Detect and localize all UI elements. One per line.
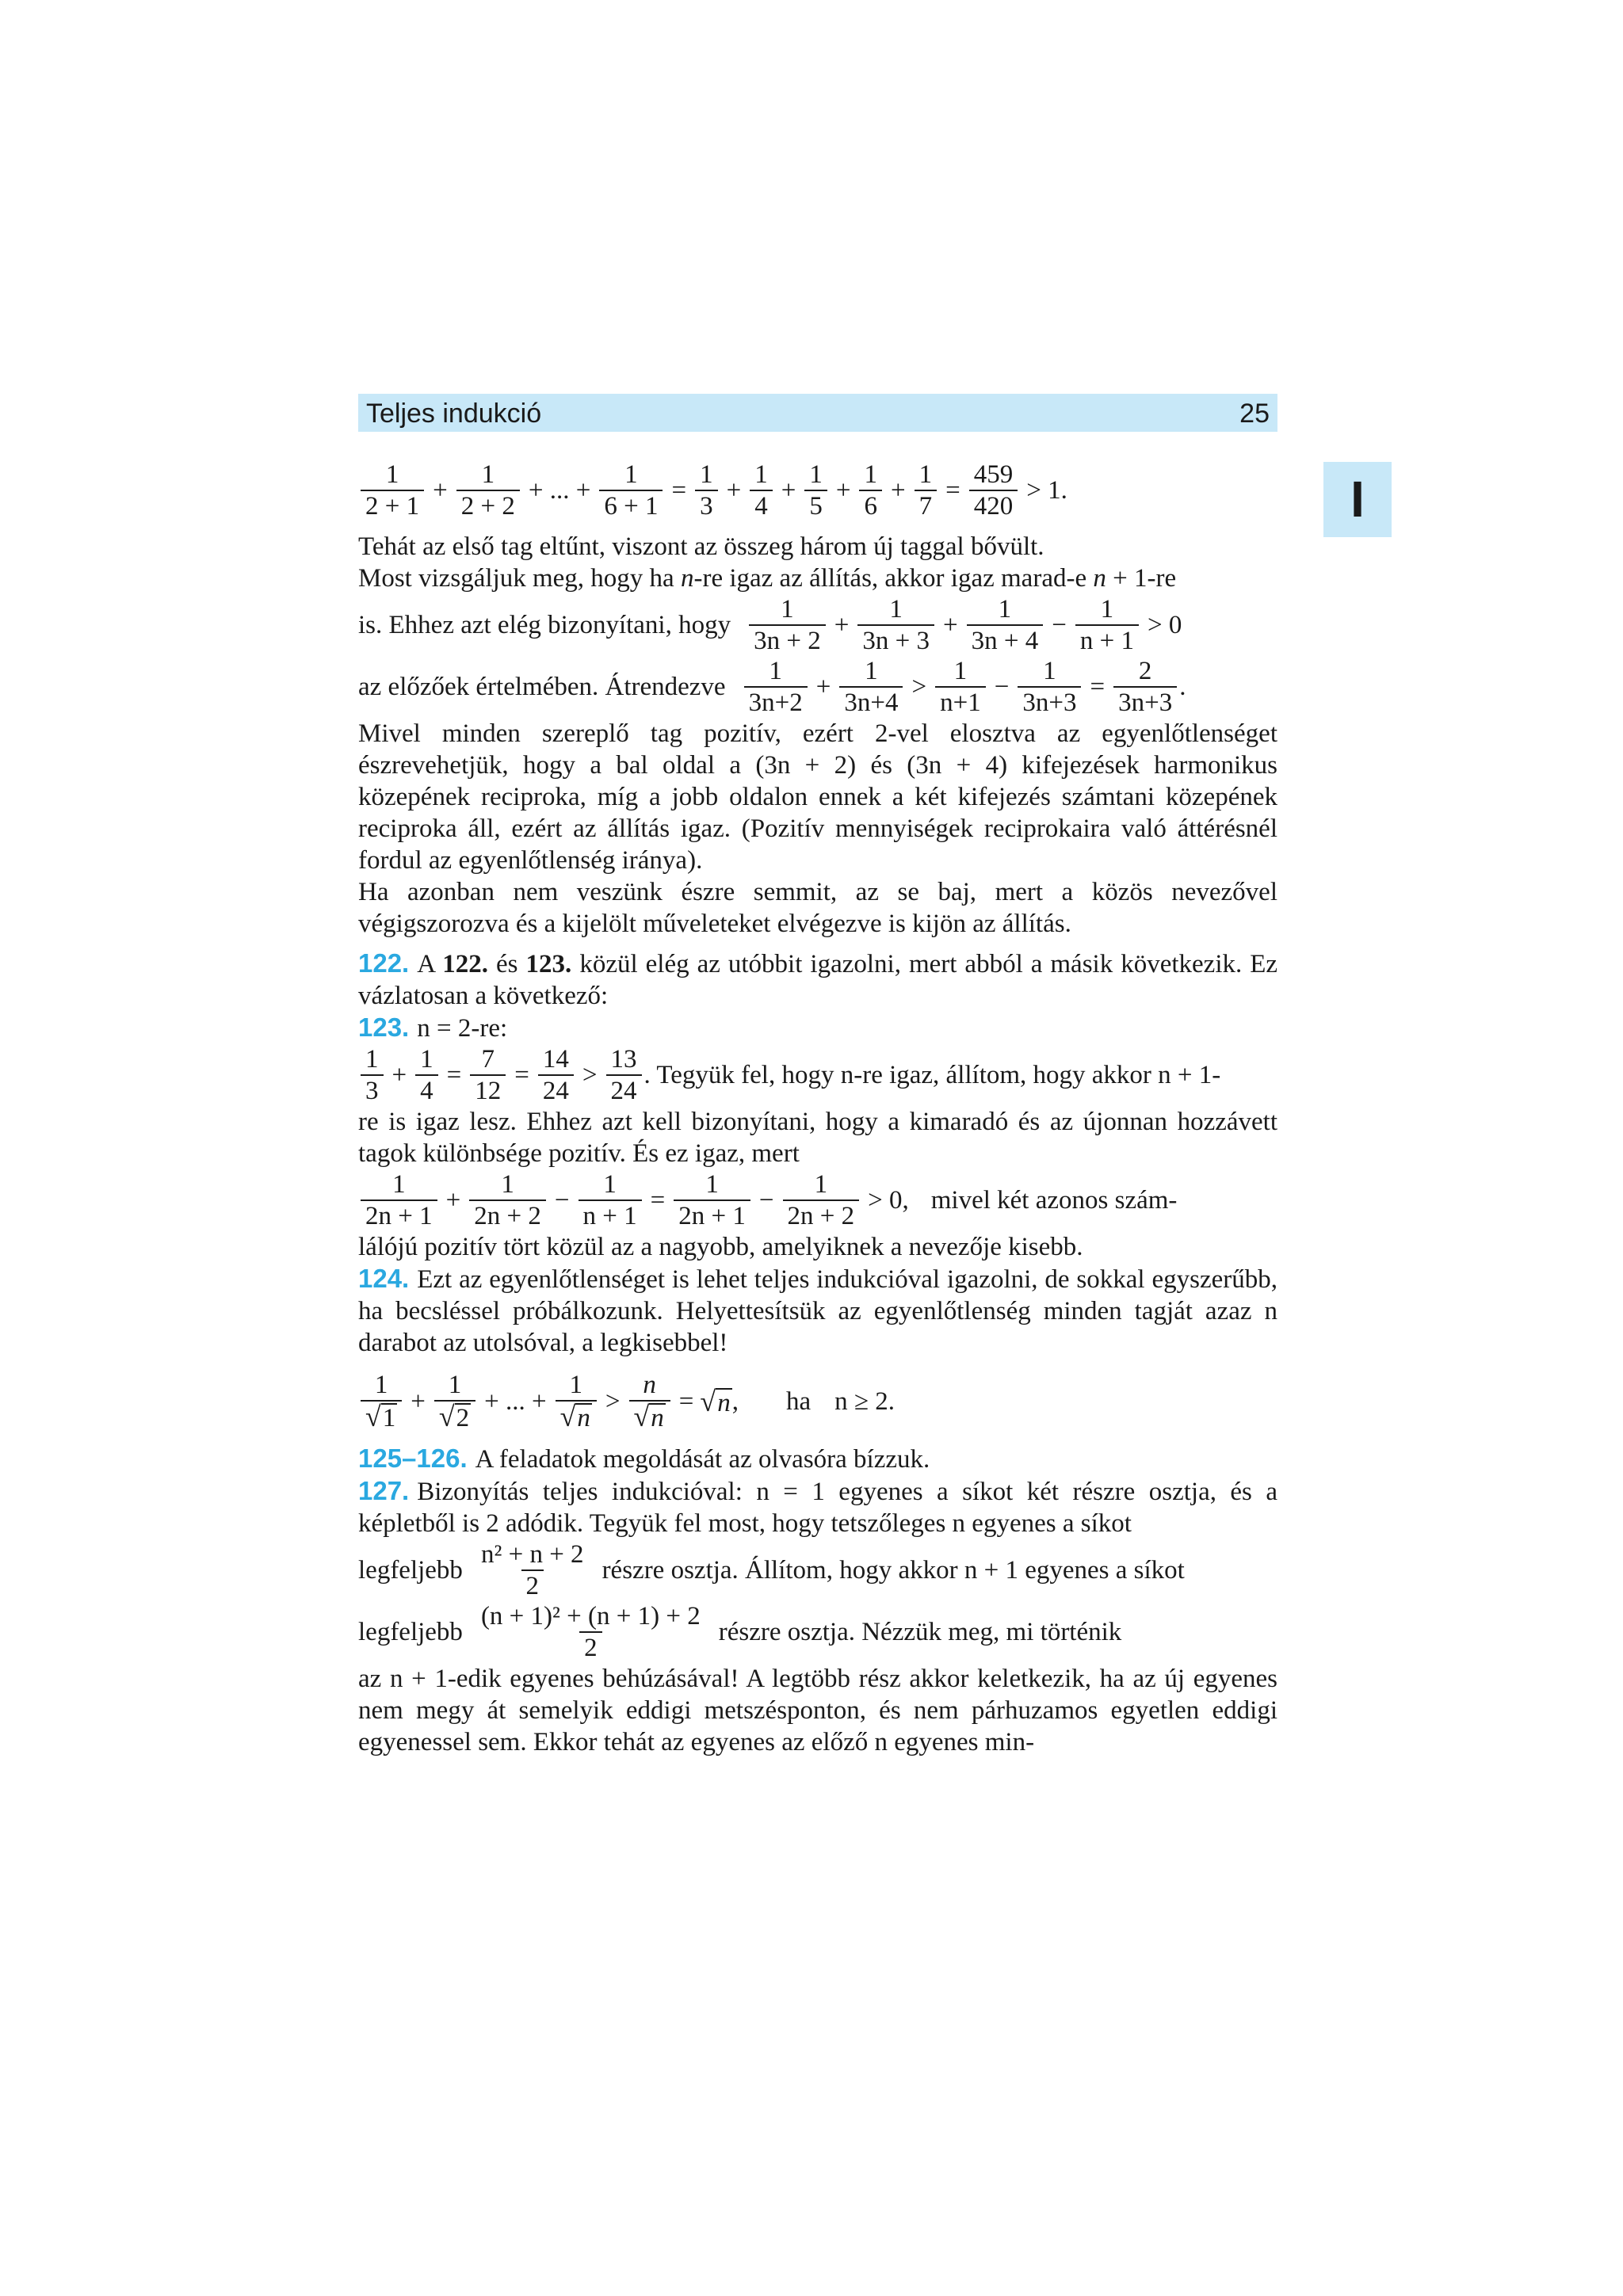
fraction: $\frac{1}{6 + 1}$	[599, 460, 663, 521]
problem-number: 122.	[358, 948, 410, 978]
solution-127: 127. Bizonyítás teljes indukcióval: n = 1 egyenes a síkot két részre osztja, és a képletből is 2 adódik. Tegyük fel most, hogy tetszőleges n egyenes a síkot	[358, 1476, 1277, 1538]
equation-127b: legfeljebb $\frac{\text{(n + 1)² + (n + 1) + 2}}{2}$ részre osztja. Nézzük meg, mi történik	[358, 1602, 1122, 1662]
paragraph: az n + 1-edik egyenes behúzásával! A legtöbb rész akkor keletkezik, ha az új egyenes nem megy át semelyik eddigi metszésponton, és nem párhuzamos egyetlen eddigi egyenessel sem. Ekkor tehát az egyenes az előző n egyenes min-	[358, 1665, 1277, 1756]
header-title: Teljes indukció	[366, 399, 542, 429]
solution-124: 124. Ezt az egyenlőtlenséget is lehet teljes indukcióval igazolni, de sokkal egyszerűbb, ha becsléssel próbálkozunk. Helyettesítsük az egyenlőtlenség minden tagját azaz n darabot az utolsóval, a legkisebbel!	[358, 1264, 1277, 1357]
equation-127a: legfeljebb $\frac{\text{n² + n + 2}}{2}$ részre osztja. Állítom, hogy akkor n + 1 egyenes a síkot	[358, 1540, 1185, 1600]
result-fraction: $\frac{459}{420}$	[969, 460, 1018, 521]
equation-124: 1 √ 1 + 1 √ 2 + ... + 1 √ n > n √ n = √ n , ha n ≥ 2.	[358, 1370, 1277, 1433]
paragraph: lálójú pozitív tört közül az a nagyobb, amelyiknek a nevezője kisebb.	[358, 1233, 1083, 1261]
equation-123a: $\frac{1}{3}$ + $\frac{1}{4}$ = $\frac{7}{12}$ = $\frac{14}{24}$ > $\frac{13}{24}$ . Tegyük fel, hogy n-re igaz, állítom, hogy akkor n + 1-	[358, 1044, 1277, 1106]
solution-123: 123. n = 2-re:	[358, 1013, 508, 1043]
solution-122: 122. A 122. és 123. közül elég az utóbbit igazolni, mert abból a másik következik. Ez vázlatosan a következő:	[358, 948, 1278, 1010]
fraction: $\frac{1}{2 + 2}$	[456, 460, 520, 521]
problem-number: 123.	[358, 1013, 410, 1042]
problem-number: 125–126.	[358, 1444, 468, 1473]
paragraph: Ha azonban nem veszünk észre semmit, az se baj, mert a közös nevezővel végigszorozva és a kijelölt műveleteket elvégezve is kijön az állítás.	[358, 878, 1277, 938]
solution-125-126: 125–126. A feladatok megoldását az olvasóra bízzuk.	[358, 1444, 930, 1474]
problem-number: 124.	[358, 1264, 410, 1293]
equation-1: $\frac{1}{2 + 1}$ + $\frac{1}{2 + 2}$ + ... + $\frac{1}{6 + 1}$ = $\frac{1}{3}$ + $\frac{1}{4}$ + $\frac{1}{5}$ + $\frac{1}{6}$ + $\frac{1}{7}$ = $\frac{459}{420}$ > 1.	[358, 455, 1277, 526]
paragraph: Mivel minden szereplő tag pozitív, ezért 2-vel elosztva az egyenlőtlenséget észrevehetjük, hogy a bal oldal a (3n + 2) és (3n + 4) kifejezések harmonikus közepének reciproka, míg a jobb oldalon ennek a két kifejezés számtani közepének reciproka áll, ezért az állítás igaz. (Pozitív mennyiségek reciprokaira való áttérésnél fordul az egyenlőtlenség iránya).	[358, 719, 1277, 875]
paragraph: re is igaz lesz. Ehhez azt kell bizonyítani, hogy a kimaradó és az újonnan hozzávett tagok különbsége pozitív. És ez igaz, mert	[358, 1108, 1277, 1168]
fraction: $\frac{1}{2 + 1}$	[361, 460, 424, 521]
equation-3: az előzőek értelmében. Átrendezve $\frac{1}{3n+2}$ + $\frac{1}{3n+4}$ > $\frac{1}{n+1}$ − $\frac{1}{3n+3}$ = $\frac{2}{3n+3}$ .	[358, 657, 1186, 717]
problem-number: 127.	[358, 1476, 410, 1505]
equation-123b: $\frac{1}{2n + 1}$ + $\frac{1}{2n + 2}$ − $\frac{1}{n + 1}$ = $\frac{1}{2n + 1}$ − $\frac{1}{2n + 2}$ > 0, mivel két azonos szám-	[358, 1169, 1277, 1231]
page-content	[358, 455, 1277, 1758]
page-number: 25	[1239, 399, 1270, 429]
paragraph: Most vizsgáljuk meg, hogy ha n-re igaz az állítás, akkor igaz marad-e n + 1-re	[358, 564, 1177, 593]
running-header	[358, 394, 1277, 432]
chapter-tab: I	[1323, 462, 1392, 537]
paragraph: Tehát az első tag eltűnt, viszont az összeg három új taggal bővült.	[358, 532, 1044, 561]
equation-2: is. Ehhez azt elég bizonyítani, hogy $\frac{1}{3n + 2}$ + $\frac{1}{3n + 3}$ + $\frac{1}{3n + 4}$ − $\frac{1}{n + 1}$ > 0	[358, 595, 1182, 655]
